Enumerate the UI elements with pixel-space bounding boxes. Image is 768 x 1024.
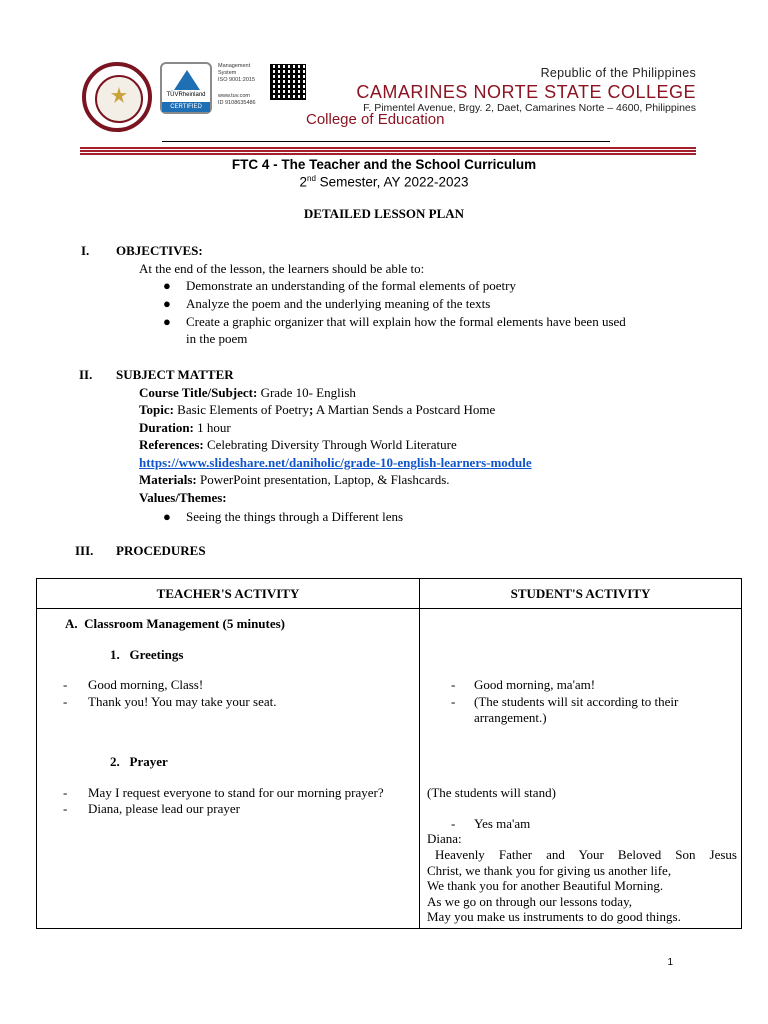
objectives-heading: OBJECTIVES:	[116, 243, 203, 258]
republic-text: Republic of the Philippines	[540, 66, 696, 80]
bullet-icon: ●	[163, 314, 171, 329]
bullet-icon: ●	[163, 278, 171, 293]
table-column-divider	[419, 579, 420, 928]
prayer-heading: 2. Prayer	[110, 754, 168, 769]
table-header-divider	[37, 608, 741, 609]
college-seal-logo	[82, 62, 152, 132]
dash: -	[63, 694, 68, 709]
objective-item: Analyze the poem and the underlying meaning of the texts	[186, 296, 491, 311]
teacher-line: Thank you! You may take your seat.	[88, 694, 277, 709]
objective-item: Demonstrate an understanding of the formal elements of poetry	[186, 278, 516, 293]
teacher-line: Diana, please lead our prayer	[88, 801, 240, 816]
qr-code-icon	[270, 64, 306, 100]
student-line: Good morning, ma'am!	[474, 677, 596, 692]
prayer-line: May you make us instruments to do good things.	[427, 909, 681, 924]
dash: -	[63, 801, 68, 816]
procedures-numeral: III.	[75, 543, 94, 558]
teacher-activity-header: TEACHER'S ACTIVITY	[156, 586, 300, 601]
cert-line: ID 9108635486	[218, 100, 256, 106]
prayer-line: We thank you for another Beautiful Morning.	[427, 878, 664, 893]
cert-line: Management	[218, 63, 251, 69]
diana-label: Diana:	[427, 831, 462, 846]
tuv-certification-badge	[160, 62, 212, 114]
department-name: College of Education	[306, 111, 445, 128]
values-item: Seeing the things through a Different lens	[186, 509, 404, 524]
student-stand: (The students will stand)	[427, 785, 556, 800]
procedures-table	[36, 578, 742, 929]
subject-numeral: II.	[79, 367, 93, 382]
values-label: Values/Themes:	[139, 490, 227, 505]
objective-item-continued: in the poem	[186, 331, 248, 346]
bullet-icon: ●	[163, 509, 171, 524]
dash: -	[451, 816, 456, 831]
cert-line: www.tuv.com	[218, 93, 250, 99]
prayer-line: As we go on through our lessons today,	[427, 894, 632, 909]
page-number: 1	[667, 957, 673, 968]
teacher-line: May I request everyone to stand for our morning prayer?	[88, 785, 384, 800]
objective-item: Create a graphic organizer that will explain how the formal elements have been used	[186, 314, 626, 329]
prayer-line: Heavenly Father and Your Beloved Son Jesus	[435, 847, 737, 862]
student-activity-header: STUDENT'S ACTIVITY	[510, 586, 651, 601]
college-address: F. Pimentel Avenue, Brgy. 2, Daet, Camarines Norte – 4600, Philippines	[363, 102, 696, 114]
bullet-icon: ●	[163, 296, 171, 311]
procedures-heading: PROCEDURES	[116, 543, 206, 558]
college-name: CAMARINES NORTE STATE COLLEGE	[356, 82, 696, 102]
tuv-certified: CERTIFIED	[162, 102, 210, 112]
section-a-heading: A. Classroom Management (5 minutes)	[65, 616, 286, 631]
header-divider	[162, 141, 610, 142]
dash: -	[451, 677, 456, 692]
subject-heading: SUBJECT MATTER	[116, 367, 234, 382]
header-red-bar	[80, 147, 696, 155]
student-line: arrangement.)	[474, 710, 547, 725]
cert-line: ISO 9001:2015	[218, 77, 256, 83]
references-line: References: Celebrating Diversity Through World Literature	[139, 437, 457, 452]
cert-line: System	[218, 70, 237, 76]
reference-link[interactable]: https://www.slideshare.net/daniholic/grade-10-english-learners-module	[139, 455, 532, 470]
semester-line: 2nd Semester, AY 2022-2023	[299, 174, 469, 190]
duration-line: Duration: 1 hour	[139, 420, 231, 435]
course-title: FTC 4 - The Teacher and the School Curriculum	[231, 157, 537, 172]
dash: -	[63, 677, 68, 692]
materials-line: Materials: PowerPoint presentation, Laptop, & Flashcards.	[139, 472, 450, 487]
topic-line: Topic: Basic Elements of Poetry; A Martian Sends a Postcard Home	[139, 402, 496, 417]
document-title: DETAILED LESSON PLAN	[303, 206, 465, 221]
objectives-numeral: I.	[81, 243, 90, 258]
student-yes: Yes ma'am	[474, 816, 531, 831]
student-line: (The students will sit according to their	[474, 694, 679, 709]
objectives-intro: At the end of the lesson, the learners should be able to:	[139, 261, 425, 276]
dash: -	[63, 785, 68, 800]
dash: -	[451, 694, 456, 709]
greetings-heading: 1. Greetings	[110, 647, 184, 662]
certification-info	[218, 63, 270, 107]
tuv-label: TÜVRheinland	[166, 92, 206, 98]
course-subject-line: Course Title/Subject: Grade 10- English	[139, 385, 356, 400]
prayer-line: Christ, we thank you for giving us another life,	[427, 863, 672, 878]
teacher-line: Good morning, Class!	[88, 677, 204, 692]
